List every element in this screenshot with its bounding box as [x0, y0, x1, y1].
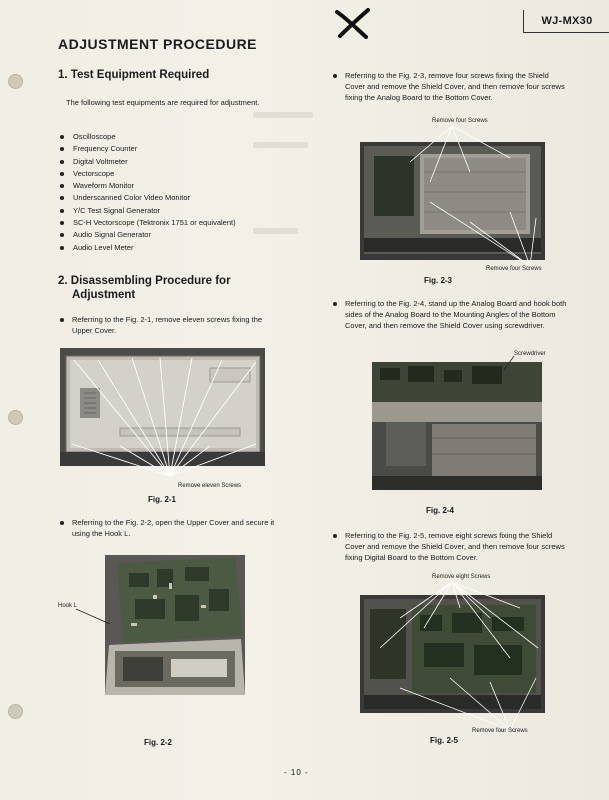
fig-2-4-leader-line: [500, 354, 520, 374]
list-item: Underscanned Color Video Monitor: [60, 192, 236, 204]
equipment-list: [60, 131, 236, 254]
page-title: ADJUSTMENT PROCEDURE: [58, 36, 258, 52]
fig-2-5-leader-lines: [360, 578, 555, 738]
section-2-heading-line1: 2. Disassembling Procedure for: [58, 275, 231, 287]
list-item: Audio Signal Generator: [60, 229, 236, 241]
x-mark-icon: [334, 6, 374, 40]
fig-2-5-caption: Fig. 2-5: [430, 736, 459, 745]
fig-2-4-callout: Screwdriver: [514, 351, 546, 357]
page-number: - 10 -: [284, 768, 309, 777]
fig-2-1-leader-lines: [60, 348, 265, 483]
fig-2-5-callout-bottom: Remove four Screws: [472, 728, 528, 734]
bleed-through: [253, 142, 308, 148]
list-item: Digital Voltmeter: [60, 156, 236, 168]
bleed-through: [253, 112, 313, 118]
step-3: Referring to the Fig. 2-3, remove four screws fixing the Shield Cover and remove the Shield Cover, and then remove four screws fixing the Analog Board to the Bottom Cover.: [333, 70, 565, 103]
model-number: WJ-MX30: [523, 10, 609, 33]
fig-2-4-caption: Fig. 2-4: [426, 506, 455, 515]
fig-2-3-callout-top: Remove four Screws: [432, 118, 488, 124]
fig-2-1-caption: Fig. 2-1: [148, 495, 177, 504]
list-item: Vectorscope: [60, 168, 236, 180]
fig-2-3-callout-bottom: Remove four Screws: [486, 266, 542, 272]
section-2-heading-line2: Adjustment: [72, 289, 136, 301]
bleed-through: [253, 228, 298, 234]
punch-hole: [8, 410, 23, 425]
fig-2-5-callout-top: Remove eight Screws: [432, 574, 491, 580]
punch-hole: [8, 704, 23, 719]
step-5: Referring to the Fig. 2-5, remove eight screws fixing the Shield Cover and remove the Shield Cover, and then remove four screws fixing Digital Board to the Bottom Cover.: [333, 530, 570, 563]
section-1-intro: The following test equipments are required for adjustment.: [66, 98, 260, 107]
fig-2-1-callout: Remove eleven Screws: [178, 483, 242, 489]
list-item: Frequency Counter: [60, 143, 236, 155]
fig-2-2-caption: Fig. 2-2: [144, 738, 173, 747]
section-1-heading: 1. Test Equipment Required: [58, 69, 210, 81]
list-item: Audio Level Meter: [60, 242, 236, 254]
fig-2-2-photo: [105, 555, 245, 695]
fig-2-2-callout: Hook L: [58, 603, 78, 609]
list-item: Waveform Monitor: [60, 180, 236, 192]
punch-hole: [8, 74, 23, 89]
fig-2-3-caption: Fig. 2-3: [424, 276, 453, 285]
list-item: Y/C Test Signal Generator: [60, 205, 236, 217]
list-item: SC-H Vectorscope (Tektronix 1751 or equivalent): [60, 217, 236, 229]
step-2: Referring to the Fig. 2-2, open the Upper Cover and secure it using the Hook L.: [60, 517, 287, 539]
list-item: Oscilloscope: [60, 131, 236, 143]
step-4: Referring to the Fig. 2-4, stand up the Analog Board and hook both sides of the Analog Board to the Mounting Angles of the Bottom Cover, and then remove the Shield Cover using screwdriver.: [333, 298, 570, 331]
fig-2-4-photo: [372, 362, 542, 490]
fig-2-3-leader-lines: [360, 122, 560, 272]
step-1: Referring to the Fig. 2-1, remove eleven screws fixing the Upper Cover.: [60, 314, 277, 336]
